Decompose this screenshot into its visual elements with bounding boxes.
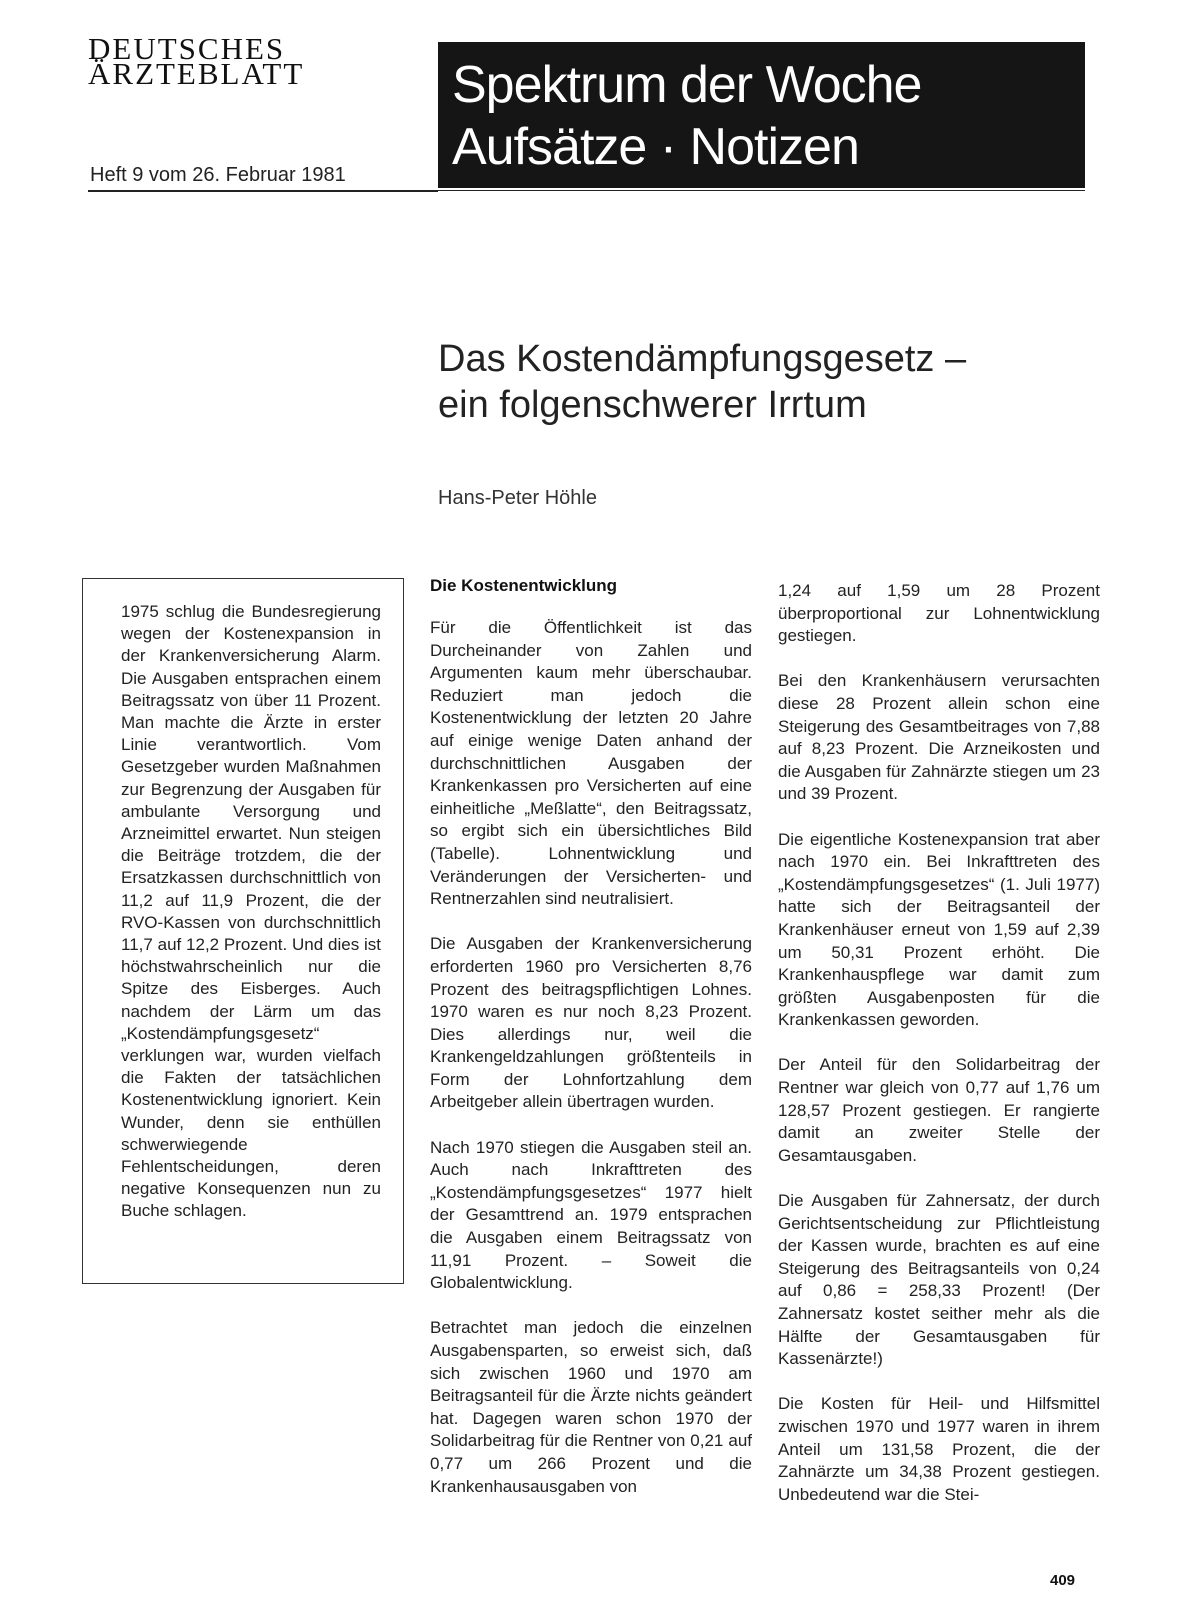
paragraph: Die eigentliche Kostenexpansion trat aber nach 1970 ein. Bei Inkrafttreten des „Kostendämpfungsgesetzes“ (1. Juli 1977) hatte sich der Beitragsanteil der Krankenhäuser erneut von 1,59 auf 2,39 um 50,31 Prozent erhöht. Die Krankenhauspflege war damit zum größten Ausgabenposten für die Krankenkassen geworden.	[778, 829, 1100, 1030]
paragraph: Die Ausgaben der Krankenversicherung erforderten 1960 pro Versicherten 8,76 Prozent des beitragspflichtigen Lohnes. 1970 waren es nur noch 8,23 Prozent. Dies allerdings nur, weil die Krankengeldzahlungen größtenteils in Form der Lohnfortzahlung dem Arbeitgeber allein übertragen wurden.	[430, 934, 752, 1112]
issue-line: Heft 9 vom 26. Februar 1981	[90, 164, 346, 186]
paragraph: Betrachtet man jedoch die einzelnen Ausgabensparten, so erweist sich, daß sich zwischen 1960 und 1970 am Beitragsanteil für die Ärzte nichts geändert hat. Dagegen waren schon 1970 der Solidarbeitrag für die Rentner von 0,21 auf 0,77 um 266 Prozent und die Krankenhausausgaben von	[430, 1318, 752, 1496]
paragraph: Bei den Krankenhäusern verursachten diese 28 Prozent allein schon eine Steigerung des Gesamtbeitrages von 7,88 auf 8,23 Prozent. Die Arzneikosten und die Ausgaben für Zahnärzte stiegen um 23 und 39 Prozent.	[778, 671, 1100, 804]
paragraph: Der Anteil für den Solidarbeitrag der Rentner war gleich von 0,77 auf 1,76 um 128,57 Prozent gestiegen. Er rangierte damit an zweiter Stelle der Gesamtausgaben.	[778, 1055, 1100, 1165]
header-rule-right	[438, 190, 1085, 191]
section-title-line-1: Spektrum der Woche	[452, 56, 922, 114]
text-column-1	[430, 575, 752, 1521]
paragraph: Für die Öffentlichkeit ist das Durcheinander von Zahlen und Argumenten kaum mehr überschaubar. Reduziert man jedoch die Kostenentwicklung der letzten 20 Jahre auf einige wenige Daten anhand der durchschnittlichen Ausgaben der Krankenkassen pro Versicherten auf eine einheitliche „Meßlatte“, den Beitragssatz, so ergibt sich ein übersichtliches Bild (Tabelle). Lohnentwicklung und Veränderungen der Versicherten- und Rentnerzahlen sind neutralisiert.	[430, 618, 752, 909]
logo-line-2: ÄRZTEBLATT	[88, 56, 305, 91]
section-heading: Die Kostenentwicklung	[430, 576, 618, 595]
header-rule-left	[88, 190, 438, 192]
article-title-line-2: ein folgenschwerer Irrtum	[438, 384, 867, 426]
summary-text: 1975 schlug die Bundesregierung wegen der Kostenexpansion in der Krankenversicherung Alarm. Die Ausgaben entsprachen einem Beitragssatz von über 11 Prozent. Man machte die Ärzte in erster Linie verantwortlich. Vom Gesetzgeber wurden Maßnahmen zur Begrenzung der Ausgaben für ambulante Versorgung und Arzneimittel erwartet. Nun steigen die Beiträge trotzdem, die der Ersatzkassen durchschnittlich von 11,2 auf 11,9 Prozent, die der RVO-Kassen von durchschnittlich 11,7 auf 12,2 Prozent. Und dies ist höchstwahrscheinlich nur die Spitze des Eisberges. Auch nachdem der Lärm um das „Kostendämpfungsgesetz“ verklungen war, wurden vielfach die Fakten der tatsächlichen Kostenentwicklung ignoriert. Kein Wunder, denn sie enthüllen schwerwiegende Fehlentscheidungen, deren negative Konsequenzen nun zu Buche schlagen.	[121, 602, 381, 1221]
section-header	[438, 42, 1085, 188]
article-title-line-1: Das Kostendämpfungsgesetz –	[438, 338, 967, 380]
text-column-2	[778, 580, 1100, 1529]
article-title	[438, 336, 1078, 428]
masthead-logo	[88, 31, 408, 91]
paragraph: Nach 1970 stiegen die Ausgaben steil an. Auch nach Inkrafttreten des „Kostendämpfungsgesetzes“ 1977 hielt der Gesamttrend an. 1979 entsprachen die Ausgaben einem Beitragssatz von 11,91 Prozent. – Soweit die Globalentwicklung.	[430, 1137, 752, 1293]
paragraph: Die Kosten für Heil- und Hilfsmittel zwischen 1970 und 1977 waren in ihrem Anteil um 131,58 Prozent, die der Zahnärzte um 34,38 Prozent gestiegen. Unbedeutend war die Stei-	[778, 1394, 1100, 1504]
page-number: 409	[1050, 1572, 1076, 1589]
section-title-line-2: Aufsätze · Notizen	[452, 118, 859, 176]
article-author: Hans-Peter Höhle	[438, 487, 597, 509]
summary-box	[82, 578, 404, 1284]
paragraph: 1,24 auf 1,59 um 28 Prozent überproportional zur Lohnentwicklung gestiegen.	[778, 581, 1100, 646]
logo-line-1: DEUTSCHES	[88, 31, 286, 66]
paragraph: Die Ausgaben für Zahnersatz, der durch Gerichtsentscheidung zur Pflichtleistung der Kassen wurde, brachten es auf eine Steigerung des Beitragsanteils von 0,24 auf 0,86 = 258,33 Prozent! (Der Zahnersatz kostet seither mehr als die Hälfte der Gesamtausgaben für Kassenärzte!)	[778, 1191, 1100, 1369]
